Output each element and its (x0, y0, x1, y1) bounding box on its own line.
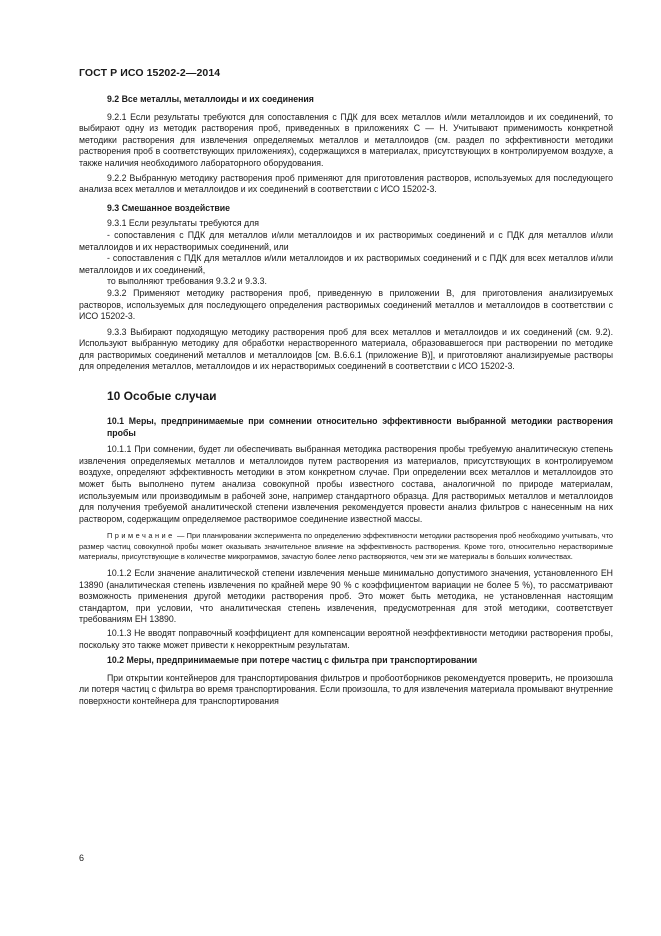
paragraph-10-1-2: 10.1.2 Если значение аналитической степени извлечения меньше минимально допустимого значения, установленного ЕН 13890 (аналитическая степень извлечения по крайней мере 90 % с коэффициентом вариации не более 5 %), то рассматривают возможность применения другой методики растворения проб. Это может быть методика, не установленная настоящим стандартом, при условии, что аналитическая степень извлечения, предусмотренная для этой методики, соответствует требованиям ЕН 13890. (79, 568, 613, 625)
section-9-2-title: 9.2 Все металлы, металлоиды и их соединения (107, 94, 314, 104)
paragraph-10-1-3: 10.1.3 Не вводят поправочный коэффициент для компенсации вероятной неэффективности методики растворения пробы, поскольку это также может привести к некорректным результатам. (79, 627, 613, 650)
paragraph-9-2-1: 9.2.1 Если результаты требуются для сопоставления с ПДК для всех металлов и/или металлоидов и их соединений, то выбирают одну из методик растворения проб, приведенных в приложениях С — Н. Учитывают применимость конкретной методики растворения для извлечения определяемых металлов и металлоидов (см. раздел по эффективности методики растворения проб в соответствующих приложениях), содержащихся в материалах, присутствующих в контролируемом воздухе, а также наличия необходимого лабораторного оборудования. (79, 111, 613, 168)
section-10-1-title: 10.1 Меры, предпринимаемые при сомнении относительно эффективности выбранной методики растворения пробы (107, 416, 613, 438)
note-text: — При планировании эксперимента по определению эффективности методики растворения проб необходимо учитывать, что размер частиц совокупной пробы может оказывать значительное влияние на эффективность растворения. Кроме того, относительно нерастворимые материалы, присутствующие в количестве микрограммов, зачастую более легко растворяются, чем эти же материалы в больших количествах. (79, 531, 613, 561)
paragraph-9-3-1: 9.3.1 Если результаты требуются для (107, 218, 259, 229)
section-10-2-title: 10.2 Меры, предпринимаемые при потере частиц с фильтра при транспортировании (107, 655, 478, 666)
paragraph-9-3-3: 9.3.3 Выбирают подходящую методику растворения проб для всех металлов и металлоидов и их соединений (см. 9.2). Используют выбранную методику для обработки нерастворенного материала, образовавшегося при растворении по методике для растворимых соединений металлов и металлоидов [см. В.6.6.1 (приложение В)], и приготовляют анализируемые растворы для определения металлов, металлоидов и их нерастворимых соединений в соответствии с ИСО 15202-3. (79, 326, 613, 372)
list-item-9-3-1-a: - сопоставления с ПДК для металлов и/или металлоидов и их растворимых соединений и с ПДК для металлов и/или металлоидов и их нерастворимых соединений, или (79, 229, 613, 252)
document-header: ГОСТ Р ИСО 15202-2—2014 (79, 67, 221, 79)
page-number: 6 (79, 853, 85, 863)
paragraph-10-2: При открытии контейнеров для транспортирования фильтров и пробоотборников рекомендуется проверить, не произошла ли потеря частиц с фильтра во время транспортирования. Если произошла, то для извлечения материала промывают внутренние поверхности контейнера для транспортирования (79, 672, 613, 706)
section-10-title: 10 Особые случаи (107, 389, 217, 404)
paragraph-10-1-1: 10.1.1 При сомнении, будет ли обеспечивать выбранная методика растворения пробы требуемую аналитическую степень извлечения определяемых металлов и металлоидов путем растворения из материалов, присутствующих в контролируемом воздухе, определяют эффективность методики в этом конкретном случае. При определении всех металлов и металлоидов это может быть выполнено путем анализа совокупной пробы известного состава, аналогичной по природе материалам, используемым или производимым в рабочей зоне, например стандартного образца. Для растворимых металлов и металлоидов для получения требуемой аналитической степени извлечения рекомендуется провести анализ фильтров с нанесенным на них раствором, содержащим определяемое растворимое соединение известной массы. (79, 444, 613, 524)
note-label: Примечание (107, 531, 175, 541)
paragraph-9-3-2: 9.3.2 Применяют методику растворения проб, приведенную в приложении В, для приготовления анализируемых растворов, используемых для последующего определения растворимых соединений металлов и металлоидов в соответствии с ИСО 15202-3. (79, 287, 613, 322)
section-9-3-title: 9.3 Смешанное воздействие (107, 202, 231, 213)
note (79, 531, 613, 562)
document-body (79, 94, 613, 708)
paragraph-9-2-2: 9.2.2 Выбранную методику растворения проб применяют для приготовления растворов, используемых для последующего анализа всех металлов и металлоидов и их соединений в соответствии с ИСО 15202-3. (79, 172, 613, 195)
paragraph-9-3-1-conclusion: то выполняют требования 9.3.2 и 9.3.3. (107, 276, 267, 287)
list-item-9-3-1-b: - сопоставления с ПДК для металлов и/или металлоидов и их растворимых соединений и с ПДК для всех металлов и/или металлоидов и их соединений, (79, 253, 613, 275)
